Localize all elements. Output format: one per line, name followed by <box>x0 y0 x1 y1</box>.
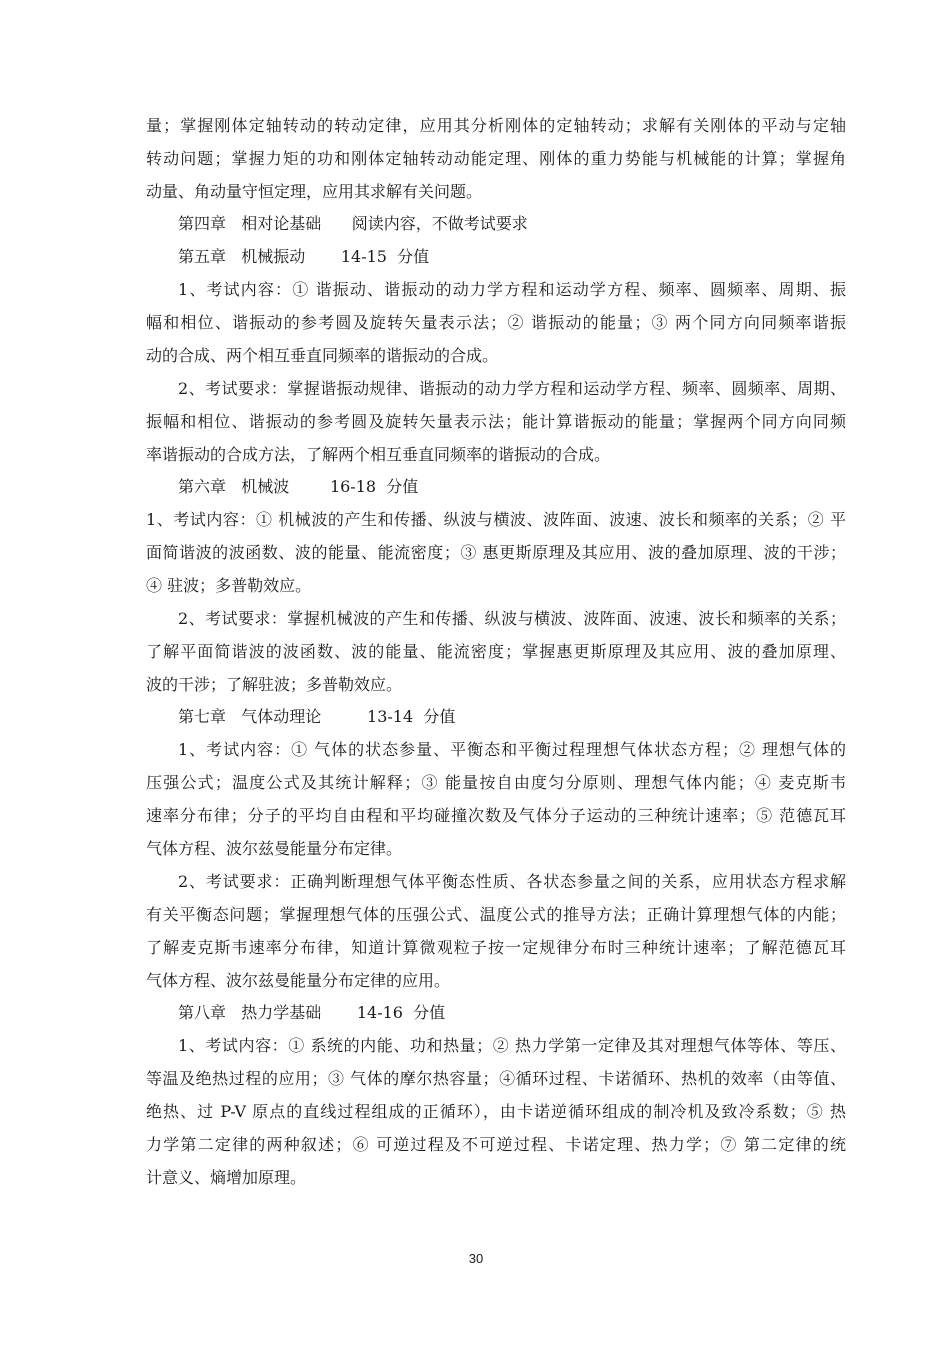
text-line: 压强公式；温度公式及其统计解释；③ 能量按自由度匀分原则、理想气体内能；④ 麦克斯韦 <box>146 773 846 792</box>
text-line: 量；掌握刚体定轴转动的转动定律，应用其分析刚体的定轴转动；求解有关刚体的平动与定轴 <box>146 116 846 135</box>
text-line: 幅和相位、谐振动的参考圆及旋转矢量表示法；② 谐振动的能量；③ 两个同方向同频率谐振 <box>146 313 846 332</box>
chapter-heading: 第八章 热力学基础 14-16 分值 <box>178 1003 446 1022</box>
text-line: 面简谐波的波函数、波的能量、能流密度；③ 惠更斯原理及其应用、波的叠加原理、波的干涉； <box>146 543 846 562</box>
text-line: 等温及绝热过程的应用；③ 气体的摩尔热容量；④循环过程、卡诺循环、热机的效率（由等值、 <box>146 1069 846 1088</box>
text-line: 振幅和相位、谐振动的参考圆及旋转矢量表示法；能计算谐振动的能量；掌握两个同方向同频 <box>146 412 846 431</box>
page-number: 30 <box>468 1251 484 1266</box>
text-line: 了解平面简谐波的波函数、波的能量、能流密度；掌握惠更斯原理及其应用、波的叠加原理、 <box>146 642 846 661</box>
paragraph-first-line: 1、考试内容：① 系统的内能、功和热量；② 热力学第一定律及其对理想气体等体、等压、 <box>178 1036 846 1055</box>
text-line: 气体方程、波尔兹曼能量分布定律。 <box>146 839 403 858</box>
text-line: 速率分布律；分子的平均自由程和平均碰撞次数及气体分子运动的三种统计速率；⑤ 范德瓦耳 <box>146 806 846 825</box>
text-line: 了解麦克斯韦速率分布律，知道计算微观粒子按一定规律分布时三种统计速率；了解范德瓦耳 <box>146 938 846 957</box>
paragraph-first-line: 2、考试要求：正确判断理想气体平衡态性质、各状态参量之间的关系，应用状态方程求解 <box>178 872 846 891</box>
text-line: 绝热、过 P-V 原点的直线过程组成的正循环），由卡诺逆循环组成的制冷机及致冷系数；⑤ 热 <box>146 1102 846 1121</box>
text-line: 气体方程、波尔兹曼能量分布定律的应用。 <box>146 971 451 990</box>
text-line: ④ 驻波；多普勒效应。 <box>146 576 312 595</box>
chapter-heading: 第六章 机械波 16-18 分值 <box>178 477 419 496</box>
paragraph-first-line: 2、考试要求：掌握机械波的产生和传播、纵波与横波、波阵面、波速、波长和频率的关系； <box>178 609 846 628</box>
text-line: 转动问题；掌握力矩的功和刚体定轴转动动能定理、刚体的重力势能与机械能的计算；掌握角 <box>146 149 846 168</box>
text-line: 率谐振动的合成方法，了解两个相互垂直同频率的谐振动的合成。 <box>146 445 611 464</box>
text-line: 力学第二定律的两种叙述；⑥ 可逆过程及不可逆过程、卡诺定理、热力学；⑦ 第二定律的统 <box>146 1135 846 1154</box>
text-line: 动的合成、两个相互垂直同频率的谐振动的合成。 <box>146 346 499 365</box>
paragraph-first-line: 1、考试内容：① 气体的状态参量、平衡态和平衡过程理想气体状态方程；② 理想气体的 <box>178 740 846 759</box>
paragraph-first-line: 1、考试内容：① 谐振动、谐振动的动力学方程和运动学方程、频率、圆频率、周期、振 <box>178 280 846 299</box>
chapter-heading: 第四章 相对论基础 阅读内容，不做考试要求 <box>178 214 528 233</box>
paragraph-first-line: 2、考试要求：掌握谐振动规律、谐振动的动力学方程和运动学方程、频率、圆频率、周期、 <box>178 379 846 398</box>
text-line: 波的干涉；了解驻波；多普勒效应。 <box>146 675 403 694</box>
chapter-heading: 第七章 气体动理论 13-14 分值 <box>178 707 456 726</box>
text-line: 计意义、熵增加原理。 <box>146 1168 307 1187</box>
text-line: 1、考试内容：① 机械波的产生和传播、纵波与横波、波阵面、波速、波长和频率的关系；② 平 <box>146 510 846 529</box>
chapter-heading: 第五章 机械振动 14-15 分值 <box>178 247 430 266</box>
text-line: 动量、角动量守恒定理，应用其求解有关问题。 <box>146 182 483 201</box>
text-line: 有关平衡态问题；掌握理想气体的压强公式、温度公式的推导方法；正确计算理想气体的内能； <box>146 905 846 924</box>
